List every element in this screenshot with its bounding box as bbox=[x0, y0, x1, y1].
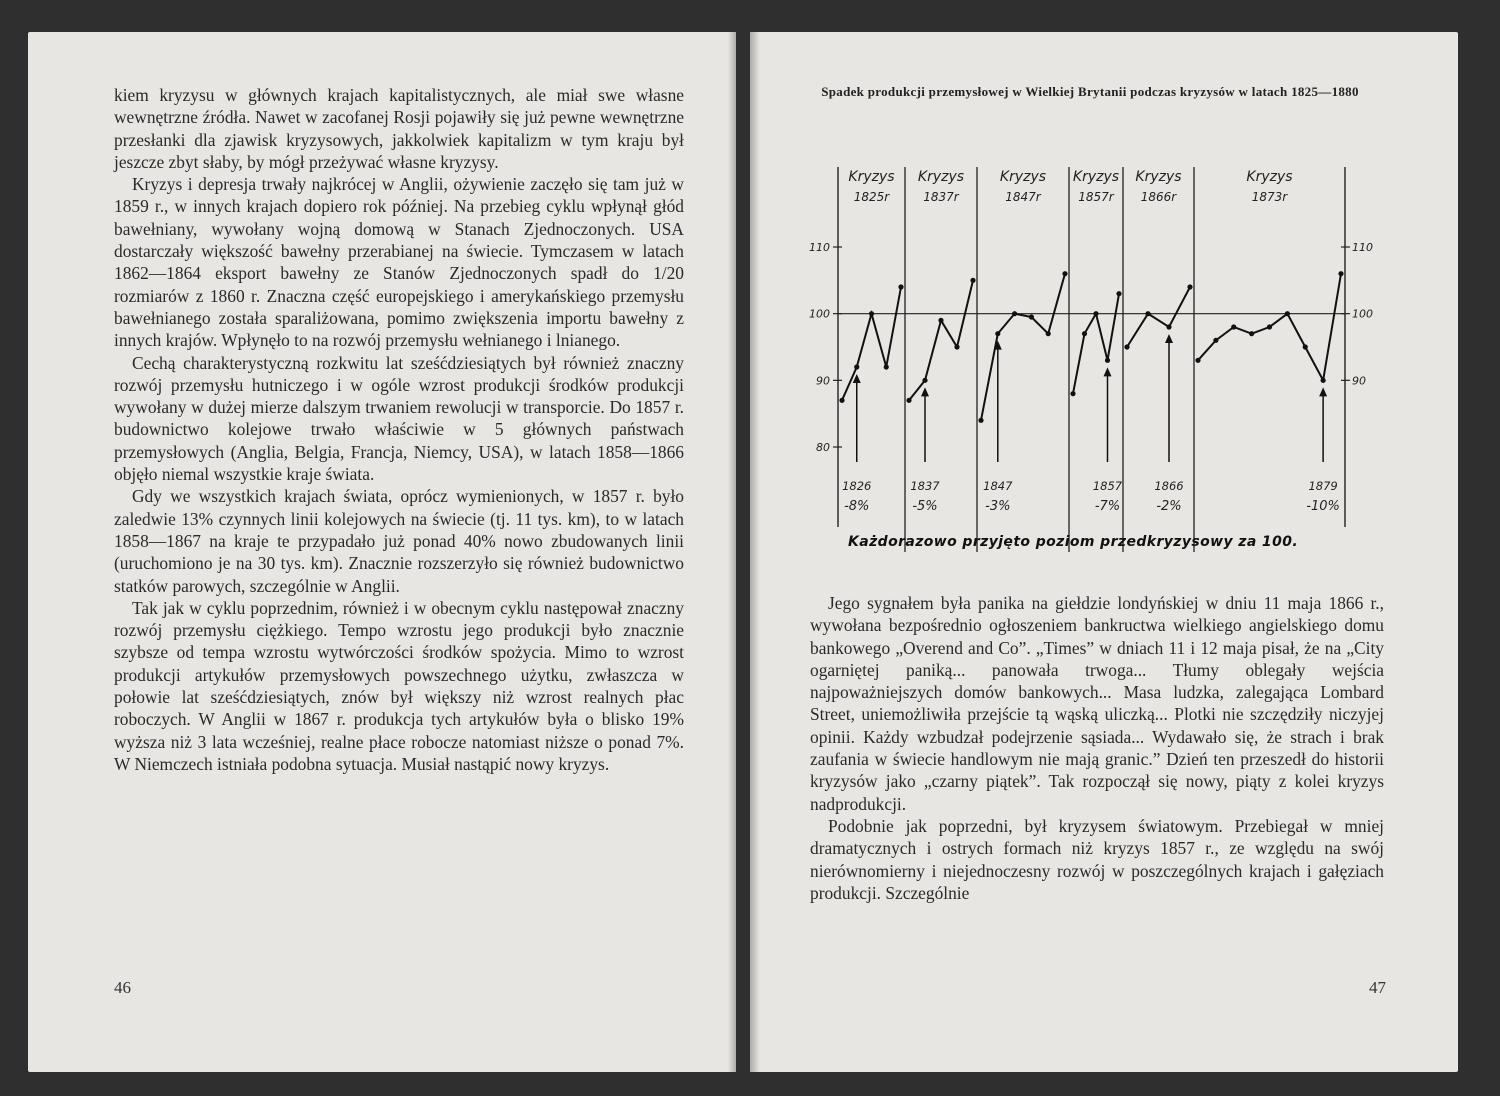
y-tick-label: 80 bbox=[816, 441, 830, 454]
paragraph: Jego sygnałem była panika na giełdzie londyńskiej w dniu 11 maja 1866 r., wywołana bezpośrednio ogłoszeniem bankructwa wielkiego angielskiego domu bankowego „Overend and Co”. „Times” w dniach 11 i 12 maja pisał, że na „City ogarniętej paniką... panowała trwoga... Tłumy oblegały wejścia najpoważniejszych domów bankowych... Masa ludzka, zalegająca Lombard Street, uniemożliwiła przejście tą wąską uliczką... Plotki nie szczędziły niczyjej opinii. Każdy wzbudzał podejrzenie sąsiada... Wydawało się, że strach i brak zaufania w świecie handlowym nie mają granic.” Dzień ten przeszedł do historii kryzysów jako „czarny piątek”. Tak rozpoczął się nowy, piąty z kolei kryzys nadprodukcji. bbox=[810, 593, 1384, 814]
paragraph: Gdy we wszystkich krajach świata, oprócz wymienionych, w 1857 r. było zaledwie 13% czynnych linii kolejowych na świecie (tj. 11 tys. km), to w latach 1858—1867 na kraje te przypadało już ponad 40% nowo zbudowanych linii (uruchomiono je na 30 tys. km). Znacznie rozszerzyło się również budownictwo statków parowych, szczególnie w Anglii. bbox=[114, 486, 684, 596]
data-point bbox=[906, 398, 911, 403]
gutter-shadow-left bbox=[728, 32, 736, 1072]
segment-header-year: 1825r bbox=[853, 190, 890, 204]
crisis-drop-label: -10% bbox=[1306, 499, 1340, 514]
y-tick-label-right: 90 bbox=[1352, 374, 1366, 388]
right-page-text bbox=[810, 592, 1384, 904]
data-point bbox=[922, 378, 927, 383]
paragraph: kiem kryzysu w głównych krajach kapitalistycznych, ale miał swe własne wewnętrzne źródła. Nawet w zacofanej Rosji pojawiły się już pewne wewnętrzne przesłanki dla zjawisk kryzysowych, jakkolwiek kapitalizm w tym kraju był jeszcze zbyt słaby, by mógł przeżywać własne kryzysy. bbox=[114, 85, 684, 172]
data-point bbox=[970, 278, 975, 283]
chart-caption: Każdorazowo przyjęto poziom przedkryzysowy za 100. bbox=[848, 534, 1299, 550]
crisis-arrowhead bbox=[1104, 367, 1112, 376]
y-tick-label: 110 bbox=[809, 241, 830, 254]
segment-header: Kryzys bbox=[1072, 169, 1120, 185]
data-point bbox=[1187, 284, 1192, 289]
data-point bbox=[978, 418, 983, 423]
data-point bbox=[1213, 338, 1218, 343]
data-point bbox=[1231, 324, 1236, 329]
series-line bbox=[1073, 294, 1119, 394]
crisis-drop-label: -3% bbox=[985, 499, 1011, 514]
y-tick-label: 90 bbox=[816, 374, 830, 388]
left-page bbox=[28, 32, 736, 1072]
data-point bbox=[1124, 344, 1129, 349]
y-tick-label-right: 100 bbox=[1352, 307, 1373, 321]
series-line bbox=[981, 274, 1065, 421]
segment-header: Kryzys bbox=[1246, 169, 1293, 185]
paragraph: Tak jak w cyklu poprzednim, również i w obecnym cyklu następował znaczny rozwój przemysłu ciężkiego. Tempo wzrostu jego produkcji było znacznie szybsze od tempa wzrostu wytwórczości środków spożycia. Mimo to wzrost produkcji artykułów przemysłowych powszechnego użytku, zwłaszcza w połowie lat sześćdziesiątych, znów był większy niż wzrost realnych płac roboczych. W Anglii w 1867 r. produkcja tych artykułów była o blisko 19% wyższa niż 3 lata wcześniej, realne płace robocze natomiast niższe o ponad 7%. W Niemczech istniała podobna sytuacja. Musiał nastąpić nowy kryzys. bbox=[114, 597, 684, 774]
data-point bbox=[1093, 311, 1098, 316]
data-point bbox=[1338, 271, 1343, 276]
segment-header: Kryzys bbox=[917, 169, 965, 185]
data-point bbox=[1070, 391, 1075, 396]
data-point bbox=[1285, 311, 1290, 316]
crisis-drop-label: -8% bbox=[844, 499, 870, 514]
data-point bbox=[1145, 311, 1150, 316]
right-page bbox=[750, 32, 1458, 1072]
paragraph: Podobnie jak poprzedni, był kryzysem światowym. Przebiegał w mniej dramatycznych i ostrych formach niż kryzys 1857 r., ze względu na swój nierównomierny i niejednoczesny rozwój w poszczególnych krajach i gałęziach produkcji. Szczególnie bbox=[810, 815, 1384, 903]
crisis-year-label: 1857 bbox=[1092, 479, 1123, 493]
data-point bbox=[1105, 358, 1110, 363]
paragraph: Cechą charakterystyczną rozkwitu lat sześćdziesiątych był również znaczny rozwój przemysłu hutniczego i w ogóle wzrost produkcji środków produkcji wywołany w dużej mierze dalszym trwaniem rewolucji w transporcie. Do 1857 r. budownictwo kolejowe trwało właściwie w 5 głównych państwach przemysłowych (Anglia, Belgia, Francja, Niemcy, USA), w latach 1858—1866 objęło niemal wszystkie kraje świata. bbox=[114, 352, 684, 485]
data-point bbox=[1303, 344, 1308, 349]
paragraph: Kryzys i depresja trwały najkrócej w Anglii, ożywienie zaczęło się tam już w 1859 r., w innych krajach dopiero rok później. Na przebieg cyklu wpłynął głód bawełniany, wywołany wojną domową w Stanach Zjednoczonych. USA dostarczały większość bawełny przerabianej na świecie. Tymczasem w latach 1862—1864 eksport bawełny ze Stanów Zjednoczonych spadł do 1/20 rozmiarów z 1860 r. Znaczna część europejskiego i amerykańskiego przemysłu bawełnianego została sparaliżowana, pomimo zwiększenia importu bawełny z innych krajów. Wpłynęło to na rozwój przemysłu wełnianego i lnianego. bbox=[114, 174, 684, 351]
segment-header: Kryzys bbox=[1135, 169, 1182, 185]
segment-header-year: 1873r bbox=[1251, 190, 1288, 204]
crisis-drop-label: -2% bbox=[1156, 499, 1182, 514]
data-point bbox=[1046, 331, 1051, 336]
data-point bbox=[1012, 311, 1017, 316]
data-point bbox=[1116, 291, 1121, 296]
segment-header-year: 1837r bbox=[923, 190, 959, 204]
data-point bbox=[1029, 314, 1034, 319]
data-point bbox=[954, 344, 959, 349]
page-number: 46 bbox=[114, 978, 131, 997]
crisis-year-label: 1879 bbox=[1308, 479, 1338, 493]
page-number: 47 bbox=[1369, 978, 1386, 997]
crisis-arrowhead bbox=[1319, 387, 1327, 396]
data-point bbox=[1166, 324, 1171, 329]
segment-header: Kryzys bbox=[999, 169, 1047, 185]
segment-header-year: 1866r bbox=[1140, 190, 1177, 204]
crisis-year-label: 1826 bbox=[842, 479, 872, 493]
crisis-year-label: 1866 bbox=[1154, 479, 1184, 493]
data-point bbox=[869, 311, 874, 316]
y-tick-label: 100 bbox=[809, 307, 830, 321]
segment-header-year: 1847r bbox=[1005, 190, 1041, 204]
data-point bbox=[898, 284, 903, 289]
series-line bbox=[909, 280, 973, 400]
data-point bbox=[1249, 331, 1254, 336]
crisis-year-label: 1837 bbox=[910, 479, 940, 493]
crisis-arrowhead bbox=[1165, 334, 1173, 343]
left-page-text bbox=[114, 84, 684, 775]
segment-header-year: 1857r bbox=[1078, 190, 1114, 204]
data-point bbox=[1082, 331, 1087, 336]
crisis-drop-label: -5% bbox=[912, 499, 938, 514]
series-line bbox=[1127, 287, 1190, 347]
gutter-shadow-right bbox=[750, 32, 760, 1072]
data-point bbox=[1267, 324, 1272, 329]
data-point bbox=[839, 398, 844, 403]
production-chart bbox=[809, 127, 1373, 527]
series-line bbox=[842, 287, 901, 400]
crisis-arrowhead bbox=[921, 387, 929, 396]
data-point bbox=[1321, 378, 1326, 383]
segment-header: Kryzys bbox=[848, 169, 895, 185]
crisis-drop-label: -7% bbox=[1094, 499, 1121, 514]
data-point bbox=[854, 364, 859, 369]
data-point bbox=[995, 331, 1000, 336]
data-point bbox=[1195, 358, 1200, 363]
data-point bbox=[1062, 271, 1067, 276]
y-tick-label-right: 110 bbox=[1352, 241, 1373, 254]
data-point bbox=[884, 364, 889, 369]
data-point bbox=[938, 318, 943, 323]
chart-title: Spadek produkcji przemysłowej w Wielkiej Brytanii podczas kryzysów w latach 1825—1880 bbox=[821, 84, 1359, 99]
crisis-year-label: 1847 bbox=[983, 479, 1013, 493]
